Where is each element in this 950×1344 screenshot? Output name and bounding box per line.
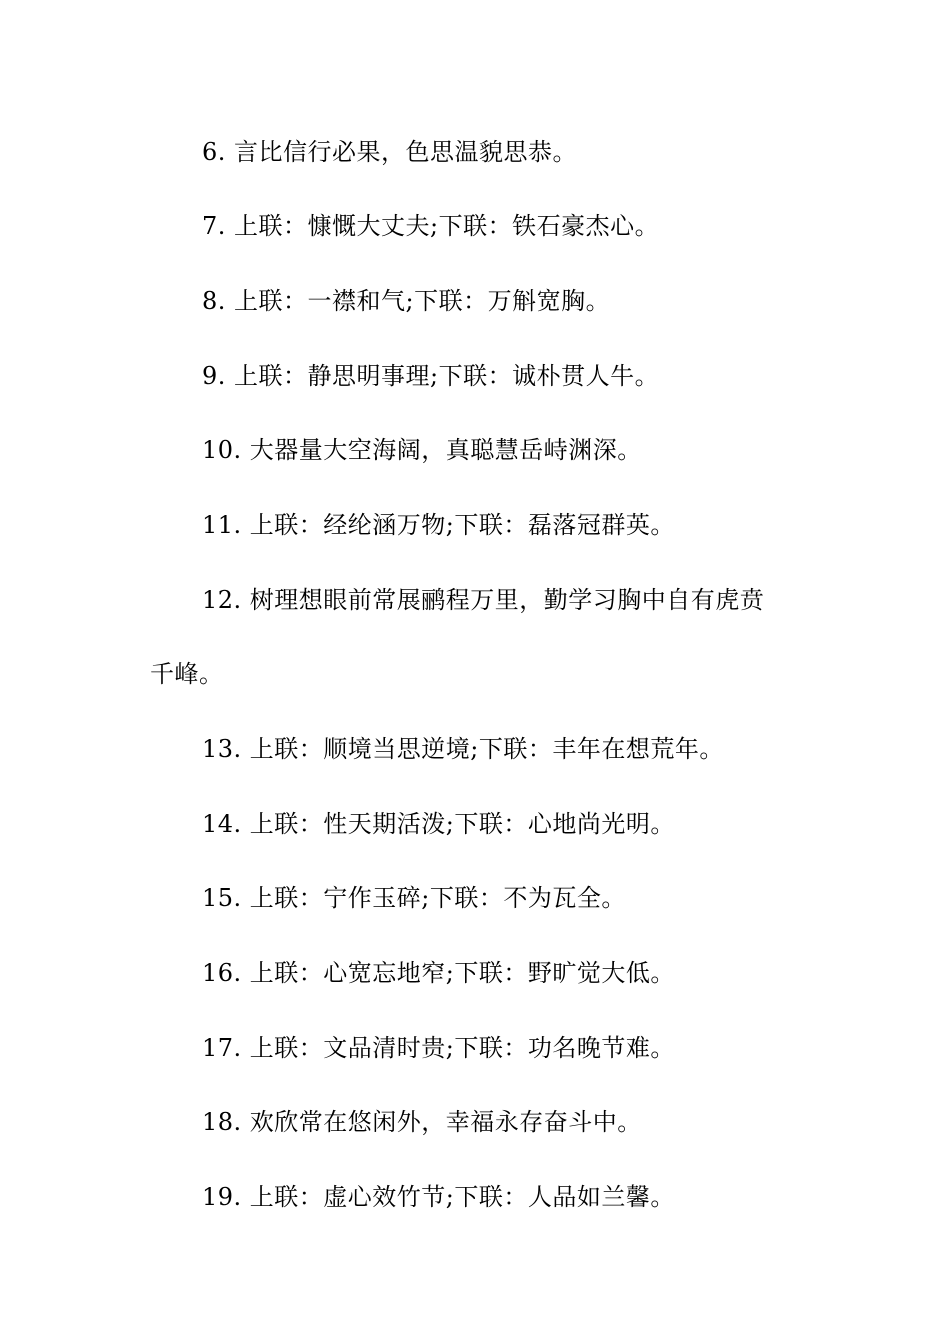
couplet-item-7: 7. 上联：慷慨大丈夫;下联：铁石豪杰心。 [202,212,660,240]
couplet-item-12: 12. 树理想眼前常展鹂程万里，勤学习胸中自有虎贲 [202,586,765,614]
couplet-item-19: 19. 上联：虚心效竹节;下联：人品如兰馨。 [202,1183,675,1211]
couplet-item-8: 8. 上联：一襟和气;下联：万斛宽胸。 [202,287,611,315]
couplet-item-17: 17. 上联：文品清时贵;下联：功名晚节难。 [202,1034,675,1062]
couplet-item-14: 14. 上联：性天期活泼;下联：心地尚光明。 [202,810,675,838]
couplet-item-9: 9. 上联：静思明事理;下联：诚朴贯人牛。 [202,362,660,390]
couplet-item-16: 16. 上联：心宽忘地窄;下联：野旷觉大低。 [202,959,675,987]
couplet-item-15: 15. 上联：宁作玉碎;下联：不为瓦全。 [202,884,626,912]
couplet-item-13: 13. 上联：顺境当思逆境;下联：丰年在想荒年。 [202,735,724,763]
couplet-item-18: 18. 欢欣常在悠闲外，幸福永存奋斗中。 [202,1108,642,1136]
couplet-item-11: 11. 上联：经纶涵万物;下联：磊落冠群英。 [202,511,675,539]
couplet-item-10: 10. 大器量大空海阔，真聪慧岳峙渊深。 [202,436,642,464]
couplet-item-6: 6. 言比信行必果，色思温貌思恭。 [202,138,578,166]
couplet-item-12-continuation: 千峰。 [150,660,224,688]
